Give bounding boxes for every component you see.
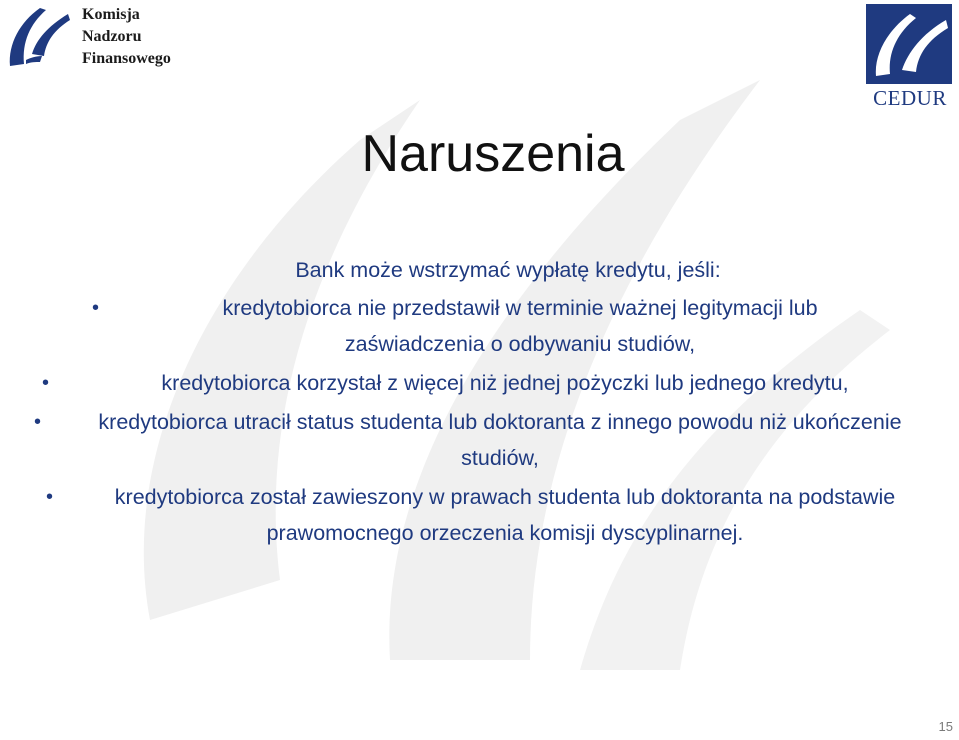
list-item-text: kredytobiorca nie przedstawił w terminie ważnej legitymacji lub zaświadczenia o odbywaniu studiów, [222,296,818,356]
list-item [20,404,940,476]
knf-logo [6,2,196,74]
bullet-icon: • [42,372,50,394]
list-item [20,290,940,362]
intro-text: Bank może wstrzymać wypłatę kredytu, jeśli: [295,258,721,282]
list-item-text: kredytobiorca korzystał z więcej niż jednej pożyczki lub jednego kredytu, [161,371,849,395]
list-item [20,365,940,401]
knf-swoosh-logo-icon [6,4,72,70]
cedur-logo-icon [866,4,952,84]
bullet-list [20,290,940,551]
slide-content [20,252,940,554]
list-item [20,479,940,551]
list-item-text: kredytobiorca został zawieszony w prawach studenta lub doktoranta na podstawie prawomocnego orzeczenia komisji dyscyplinarnej. [114,485,896,545]
bullet-icon: • [92,297,100,319]
page-number: 15 [938,719,953,734]
slide-title: Naruszenia [361,125,625,183]
bullet-icon: • [34,411,42,433]
knf-logo-line: Finansowego [82,50,171,67]
knf-logo-line: Komisja [82,6,140,23]
knf-logo-text [82,4,171,70]
knf-logo-line: Nadzoru [82,28,142,45]
cedur-logo [866,4,954,110]
list-item-text: kredytobiorca utracił status studenta lub doktoranta z innego powodu niż ukończenie studiów, [98,410,902,470]
cedur-logo-label: CEDUR [873,86,947,110]
bullet-icon: • [46,486,54,508]
